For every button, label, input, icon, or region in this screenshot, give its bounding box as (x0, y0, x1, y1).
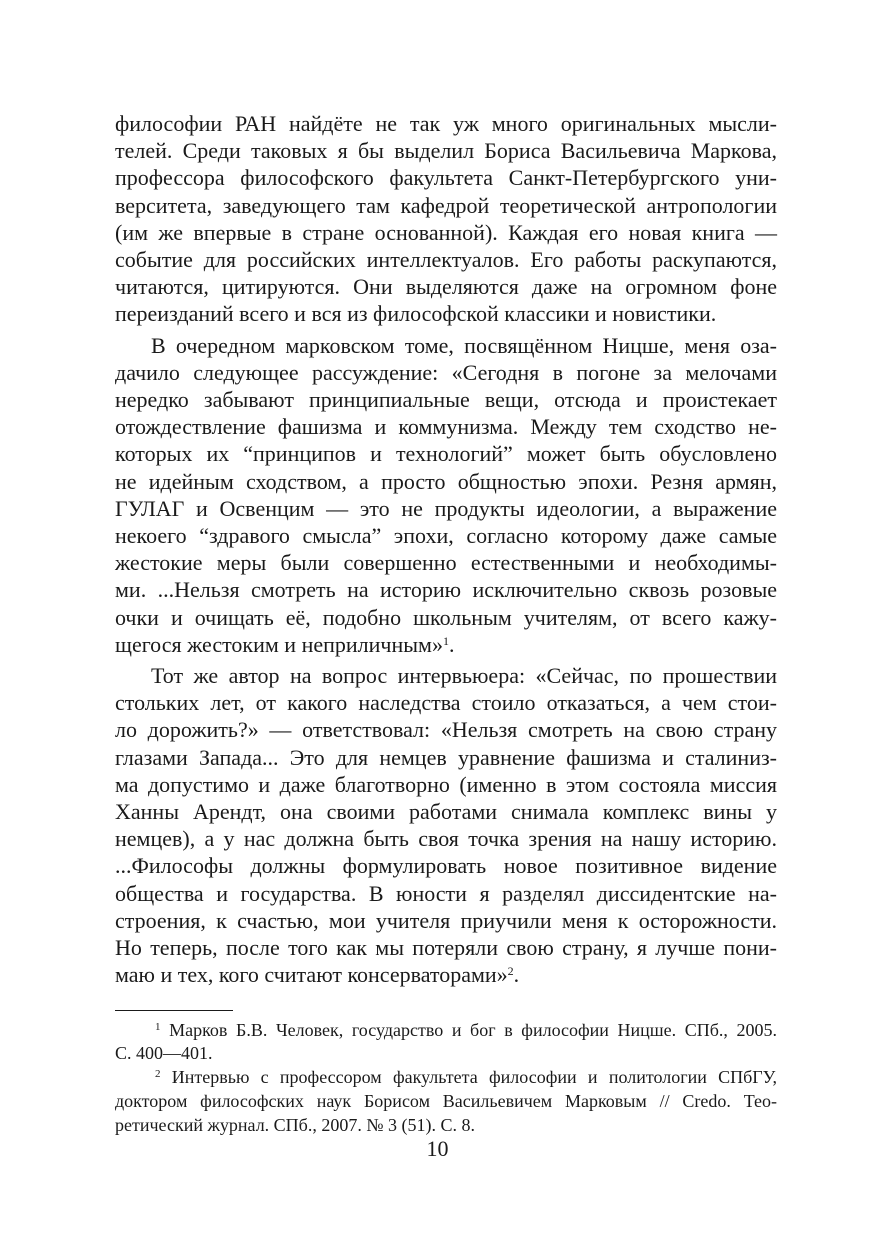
text-line: философии РАН найдёте не так уж много оригинальных мысли- (115, 111, 777, 136)
text-line: стольких лет, от какого наследства стоило отказаться, а чем стои- (115, 690, 777, 716)
text-line: жестокие меры были совершенно естественными и необходимы- (115, 550, 777, 576)
text-line: телей. Среди таковых я бы выделил Бориса Васильевича Маркова, (115, 138, 777, 164)
paragraph-3 (115, 662, 777, 988)
text-line: читаются, цитируются. Они выделяются даже на огромном фоне (115, 274, 777, 300)
text-line: не идейным сходством, а просто общностью эпохи. Резня армян, (115, 468, 777, 494)
text-line: маю и тех, кого считают консерваторами»$^2$. (115, 962, 520, 988)
page-body (115, 110, 777, 1137)
footnote-mark: 1 (155, 1020, 161, 1033)
text-line: переизданий всего и вся из философской классики и новистики. (115, 301, 717, 327)
text-line: нередко забывают принципиальные вещи, отсюда и проистекает (115, 387, 777, 413)
text-line: щегося жестоким и неприличным»$^1$. (115, 631, 455, 657)
footnote-divider (115, 1010, 233, 1011)
footnotes (115, 1019, 777, 1138)
text-line: дачило следующее рассуждение: «Сегодня в погоне за мелочами (115, 359, 777, 385)
footnote-mark: 2 (155, 1068, 161, 1081)
text-line: очки и очищать её, подобно школьным учителям, от всего кажу- (115, 604, 777, 630)
footnote-1 (115, 1019, 777, 1067)
footnote-line: ретический журнал. СПб., 2007. № 3 (51). С. 8. (115, 1114, 476, 1135)
text-line: глазами Запада... Это для немцев уравнение фашизма и сталиниз- (115, 744, 777, 770)
text-line: (им же впервые в стране основанной). Каждая его новая книга — (115, 219, 777, 245)
text-line: В очередном марковском томе, посвящённом Ницше, меня оза- (151, 332, 777, 358)
footnote-ref-2[interactable]: 2 (507, 964, 514, 979)
text-line: профессора философского факультета Санкт-Петербургского уни- (115, 165, 777, 191)
text-line: ГУЛАГ и Освенцим — это не продукты идеологии, а выражение (115, 495, 777, 521)
text-line: ло дорожить?» — ответствовал: «Нельзя смотреть на свою страну (115, 717, 777, 743)
text-line: ...Философы должны формулировать новое позитивное видение (115, 853, 777, 879)
paragraph-2 (115, 332, 777, 658)
main-text (115, 110, 777, 989)
text-line: Тот же автор на вопрос интервьюера: «Сейчас, по прошествии (151, 663, 777, 689)
text-line: отождествление фашизма и коммунизма. Между тем сходство не- (115, 414, 777, 440)
footnote-line: $^2$ Интервью с профессором факультета философии и политологии СПбГУ, (155, 1067, 777, 1088)
footnote-line: $^1$ Марков Б.В. Человек, государство и бог в философии Ницше. СПб., 2005. (155, 1019, 777, 1040)
text-line: строения, к счастью, мои учителя приучили меня к осторожности. (115, 907, 777, 933)
paragraph-1 (115, 110, 777, 328)
text-line: событие для российских интеллектуалов. Его работы раскупаются, (115, 247, 777, 273)
text-line: Но теперь, после того как мы потеряли свою страну, я лучше пони- (115, 935, 777, 961)
text-line: которых их “принципов и технологий” может быть обусловлено (115, 441, 777, 467)
footnote-line: доктором философских наук Борисом Васильевичем Марковым // Credo. Тео- (115, 1090, 777, 1111)
footnote-line: С. 400—401. (115, 1043, 213, 1064)
footnote-2 (115, 1066, 777, 1137)
text-line: некоего “здравого смысла” эпохи, согласно которому даже самые (115, 523, 777, 549)
text-line: верситета, заведующего там кафедрой теоретической антропологии (115, 192, 777, 218)
text-line: ми. ...Нельзя смотреть на историю исключительно сквозь розовые (115, 577, 777, 603)
text-line: ма допустимо и даже благотворно (именно в этом состояла миссия (115, 771, 777, 797)
text-line: Ханны Арендт, она своими работами снимала комплекс вины у (115, 799, 777, 825)
text-line: немцев), а у нас должна быть своя точка зрения на нашу историю. (115, 826, 777, 852)
text-line: общества и государства. В юности я разделял диссидентские на- (115, 880, 777, 906)
footnote-ref-1[interactable]: 1 (442, 633, 449, 648)
page-number: 10 (426, 1136, 449, 1161)
